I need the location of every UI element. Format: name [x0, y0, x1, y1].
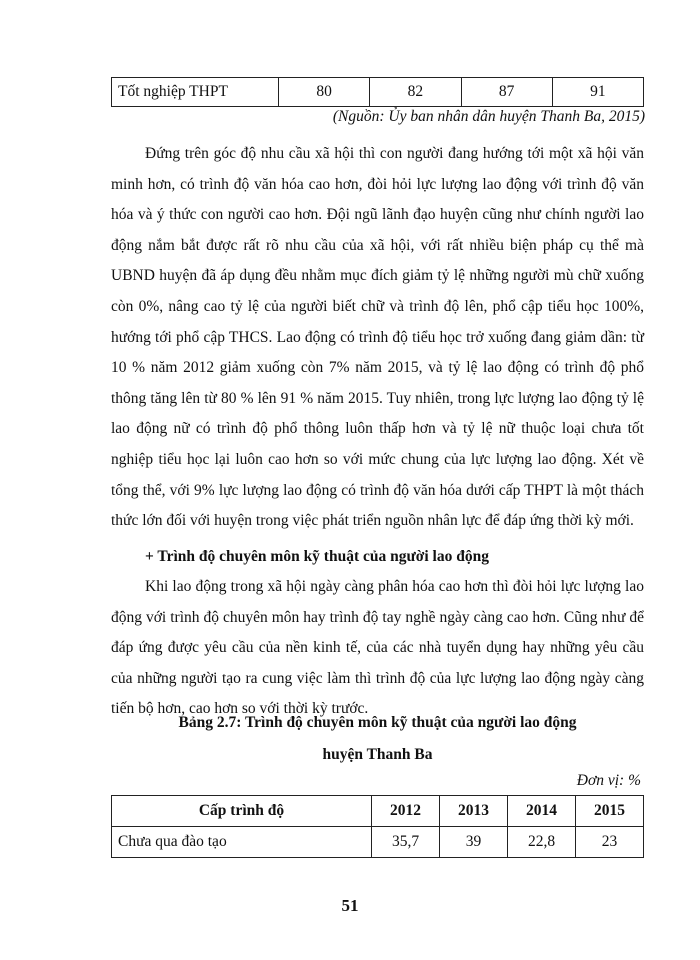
table-header-row — [112, 796, 644, 827]
column-header: 2013 — [440, 796, 508, 827]
row-label: Chưa qua đào tạo — [112, 827, 372, 858]
column-header: 2012 — [372, 796, 440, 827]
value-cell: 22,8 — [508, 827, 576, 858]
table-source-note: (Nguồn: Ủy ban nhân dân huyện Thanh Ba, 2015) — [332, 108, 645, 125]
body-paragraph: Đứng trên góc độ nhu cầu xã hội thì con người đang hướng tới một xã hội văn minh hơn, có trình độ văn hóa cao hơn, đòi hỏi lực lượng lao động với trình độ văn hóa và ý thức con người cao hơn. Đội ngũ lãnh đạo huyện cũng như chính người lao động nắm bắt được rất rõ nhu cầu của xã hội, với rất nhiều biện pháp cụ thể mà UBND huyện đã áp dụng đều nhằm mục đích giảm tỷ lệ những người mù chữ xuống còn 0%, nâng cao tỷ lệ của người biết chữ và trình độ lên, phổ cập tiểu học 100%, hướng tới phổ cập THCS. Lao động có trình độ tiểu học trở xuống đang giảm dần: từ 10 % năm 2012 giảm xuống còn 7% năm 2015, và tỷ lệ lao động có trình độ phổ thông tăng lên từ 80 % lên 91 % năm 2015. Tuy nhiên, trong lực lượng lao động tỷ lệ lao động nữ có trình độ phổ thông luôn thấp hơn và tỷ lệ nữ thuộc loại chưa tốt nghiệp tiểu học lại luôn cao hơn so với mức chung của lực lượng lao động. Xét về tổng thể, với 9% lực lượng lao động có trình độ văn hóa dưới cấp THPT là một thách thức lớn đối với huyện trong việc phát triển nguồn nhân lực để đáp ứng thời kỳ mới. — [111, 145, 644, 530]
table-row — [112, 78, 644, 107]
table-caption: Bảng 2.7: Trình độ chuyên môn kỹ thuật của người lao động — [178, 714, 577, 731]
column-header: 2014 — [508, 796, 576, 827]
row-label: Tốt nghiệp THPT — [112, 78, 279, 107]
value-cell: 35,7 — [372, 827, 440, 858]
page-number: 51 — [341, 896, 359, 915]
column-header: Cấp trình độ — [112, 796, 372, 827]
value-cell: 82 — [370, 78, 461, 107]
value-cell: 39 — [440, 827, 508, 858]
section-heading: + Trình độ chuyên môn kỹ thuật của người lao động — [145, 548, 489, 565]
table-row — [112, 827, 644, 858]
body-paragraph: Khi lao động trong xã hội ngày càng phân hóa cao hơn thì đòi hỏi lực lượng lao động với trình độ chuyên môn hay trình độ tay nghề ngày càng cao hơn. Cũng như để đáp ứng được yêu cầu của nền kinh tế, của các nhà tuyển dụng hay những yêu cầu của những người tạo ra cung việc làm thì trình độ của lực lượng lao động ngày càng tiến bộ hơn, cao hơn so với thời kỳ trước. — [111, 578, 644, 718]
value-cell: 91 — [552, 78, 643, 107]
technical-qualification-table — [111, 795, 644, 858]
value-cell: 80 — [279, 78, 370, 107]
table-caption-subtitle: huyện Thanh Ba — [322, 746, 433, 763]
unit-label: Đơn vị: % — [576, 772, 641, 789]
value-cell: 87 — [461, 78, 552, 107]
education-level-table-continued — [111, 77, 644, 107]
value-cell: 23 — [576, 827, 644, 858]
column-header: 2015 — [576, 796, 644, 827]
